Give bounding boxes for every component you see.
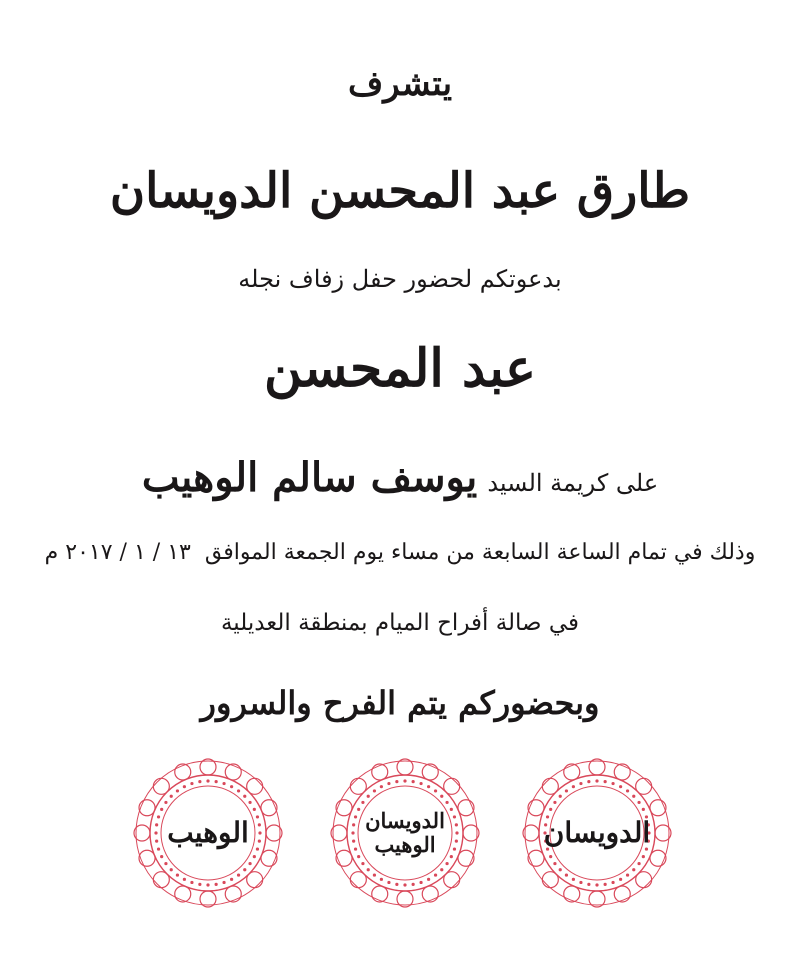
time-text: وذلك في تمام الساعة السابعة من مساء يوم الجمعة الموافق bbox=[204, 540, 756, 565]
seal-text: الوهيب bbox=[167, 815, 249, 849]
date-line bbox=[0, 541, 800, 565]
intro-text: يتشرف bbox=[347, 64, 453, 104]
seal-aldowaisan bbox=[522, 758, 672, 908]
host-name: طارق عبد المحسن الدويسان bbox=[109, 163, 691, 219]
seal-text-line2: الوهيب bbox=[374, 832, 436, 857]
bride-line bbox=[0, 456, 800, 500]
seal-text-line1: الدويسان bbox=[365, 807, 445, 833]
seal-combined bbox=[330, 758, 480, 908]
closing-text: وبحضوركم يتم الفرح والسرور bbox=[200, 684, 600, 722]
bride-father-name: يوسف سالم الوهيب bbox=[141, 454, 478, 501]
invite-text: بدعوتكم لحضور حفل زفاف نجله bbox=[238, 265, 562, 293]
venue-text: في صالة أفراح الميام بمنطقة العديلية bbox=[220, 610, 580, 636]
groom-name: عبد المحسن bbox=[263, 338, 536, 399]
seal-text: الدويسان bbox=[543, 815, 651, 849]
bride-prefix: على كريمة السيد bbox=[487, 469, 659, 497]
event-date: ١٣ / ١ / ٢٠١٧ م bbox=[44, 540, 191, 565]
seal-alwuhaib bbox=[133, 758, 283, 908]
